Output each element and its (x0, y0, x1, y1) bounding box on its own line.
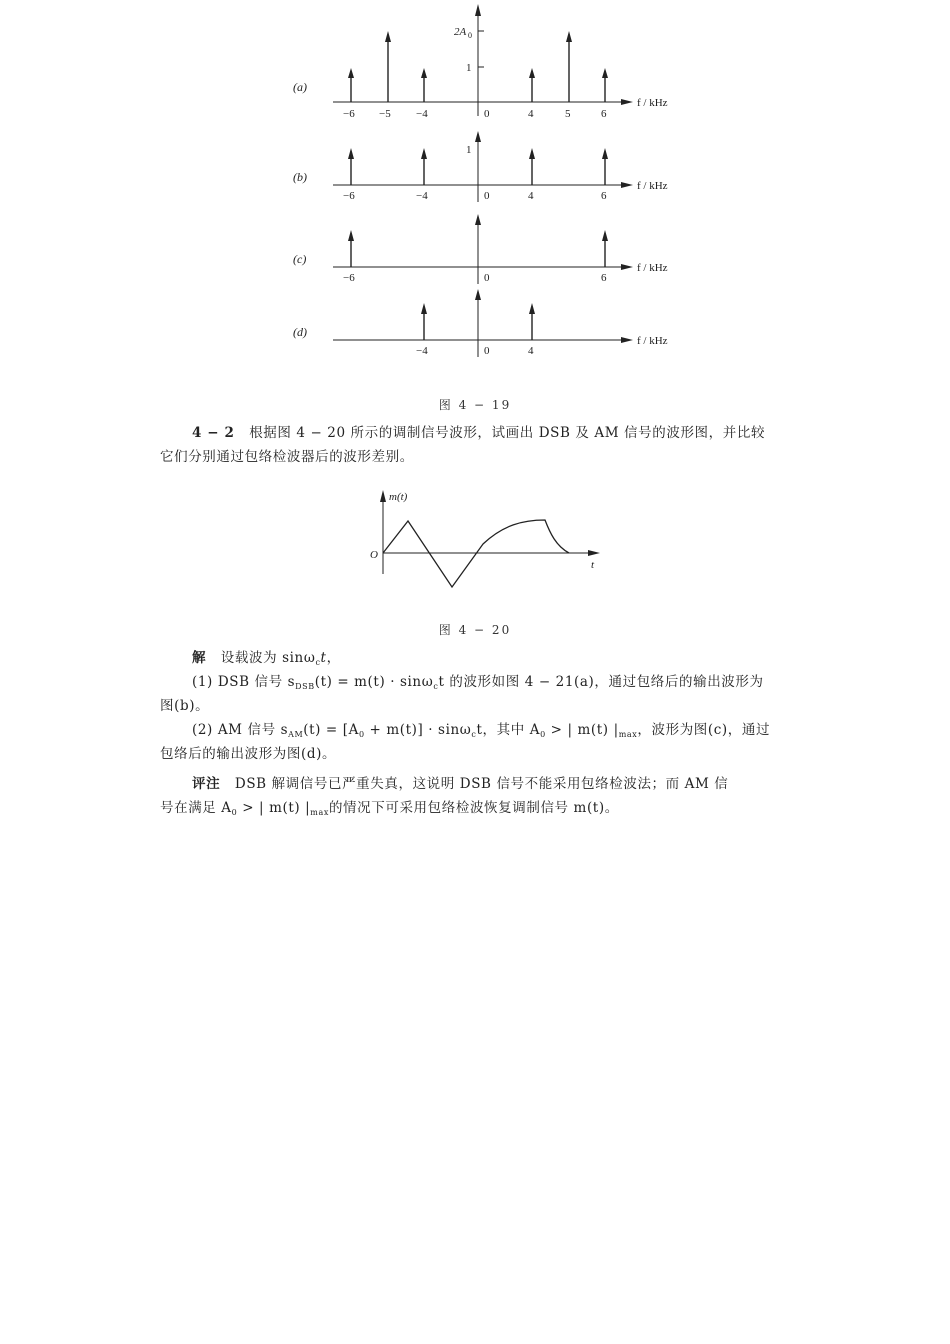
problem-4-2 (160, 421, 812, 469)
panel-a (293, 4, 668, 120)
impulse-6 (602, 68, 608, 102)
problem-line-2: 它们分别通过包络检波器后的波形差别。 (160, 449, 414, 465)
tick-label: −5 (379, 108, 391, 120)
x-axis-arrow (621, 99, 633, 105)
comment-line-2: 号在满足 $A_0$ > | m(t) $|_{max}$的情况下可采用包络检波恢复调制信号 m(t)。 (160, 800, 619, 817)
solution (160, 646, 812, 766)
impulse-4 (529, 303, 535, 340)
tick-label: 0 (484, 345, 490, 357)
problem-number: 4 − 2 (192, 425, 235, 441)
impulse-minus6 (348, 68, 354, 102)
comment-line-1: 评注 DSB 解调信号已严重失真，这说明 DSB 信号不能采用包络检波法；而 AM 信 (192, 776, 729, 792)
tick-label: 0 (484, 190, 490, 202)
y-axis-arrow (475, 289, 481, 300)
panel-b (293, 131, 668, 202)
tick-label: 5 (565, 108, 571, 120)
impulse-minus4 (421, 303, 427, 340)
x-axis-arrow (621, 264, 633, 270)
tick-label: −4 (416, 108, 428, 120)
figure-4-19 (0, 0, 950, 380)
tick-label: −6 (343, 190, 355, 202)
y-axis-arrow (475, 214, 481, 225)
x-axis-arrow (621, 337, 633, 343)
y-axis-arrow (380, 490, 386, 502)
tick-label: 4 (528, 108, 534, 120)
figure-4-20 (0, 484, 950, 594)
impulse-minus4 (421, 68, 427, 102)
solution-part-1: (1) DSB 信号 $s_{DSB}(t) = m(t) \cdot \sin\omega_ct$ 的波形如图 4 − 21(a)，通过包络后的输出波形为 (192, 674, 764, 691)
figure-4-19-caption: 图 4 − 19 (438, 398, 512, 412)
axis-unit-label: f / kHz (637, 97, 668, 109)
tick-label: −4 (416, 345, 428, 357)
impulse-minus6 (348, 148, 354, 185)
tick-label: −6 (343, 272, 355, 284)
tick-label: 4 (528, 190, 534, 202)
panel-label-d: (d) (293, 325, 307, 339)
x-axis-arrow (621, 182, 633, 188)
y-label-2A0: 2A (454, 26, 467, 38)
problem-line-1 (160, 421, 812, 445)
impulse-4 (529, 148, 535, 185)
impulse-6 (602, 230, 608, 267)
tick-label: −6 (343, 108, 355, 120)
axis-unit-label: f / kHz (637, 335, 668, 347)
impulse-4 (529, 68, 535, 102)
panel-d (293, 289, 668, 357)
tick-label: 0 (484, 272, 490, 284)
tick-label: 6 (601, 190, 607, 202)
impulse-minus4 (421, 148, 427, 185)
comment-title: 评注 (192, 776, 221, 792)
y-axis-arrow (475, 4, 481, 16)
tick-label: −4 (416, 190, 428, 202)
panel-c (293, 214, 668, 284)
panel-label-c: (c) (293, 252, 307, 266)
x-axis-arrow (588, 550, 600, 556)
figure-4-20-caption: 图 4 − 20 (438, 623, 512, 637)
axis-unit-label: f / kHz (637, 262, 668, 274)
x-axis-label: t (591, 559, 595, 571)
solution-part-2-cont: 包络后的输出波形为图(d)。 (160, 746, 337, 762)
y-axis-label: m(t) (389, 491, 408, 503)
y-label-1: 1 (466, 144, 472, 156)
solution-part-2: (2) AM 信号 $s_{AM}(t) = [A_0 + m(t)] \cdot \sin\omega_ct$，其中 $A_0$ > | m(t) $|_{max}$，波形为图(c)，通过 (192, 722, 771, 739)
y-axis-arrow (475, 131, 481, 142)
solution-intro: 解 设载波为 sinω$_c$t， (192, 650, 341, 667)
panel-label-a: (a) (293, 80, 307, 94)
tick-label: 4 (528, 345, 534, 357)
impulse-minus5 (385, 31, 391, 102)
panel-label-b: (b) (293, 170, 307, 184)
impulse-minus6 (348, 230, 354, 267)
solution-part-1-cont: 图(b)。 (160, 698, 210, 714)
tick-label: 6 (601, 108, 607, 120)
impulse-6 (602, 148, 608, 185)
tick-label: 6 (601, 272, 607, 284)
comment (160, 772, 812, 820)
impulse-5 (566, 31, 572, 102)
tick-label: 0 (484, 108, 490, 120)
y-label-1: 1 (466, 62, 472, 74)
origin-label: O (370, 549, 378, 561)
y-label-2A0-sub: 0 (468, 31, 472, 40)
axis-unit-label: f / kHz (637, 180, 668, 192)
problem-text-1: 根据图 4 − 20 所示的调制信号波形，试画出 DSB 及 AM 信号的波形图，并比较 (249, 425, 766, 441)
solution-title: 解 (192, 650, 207, 666)
